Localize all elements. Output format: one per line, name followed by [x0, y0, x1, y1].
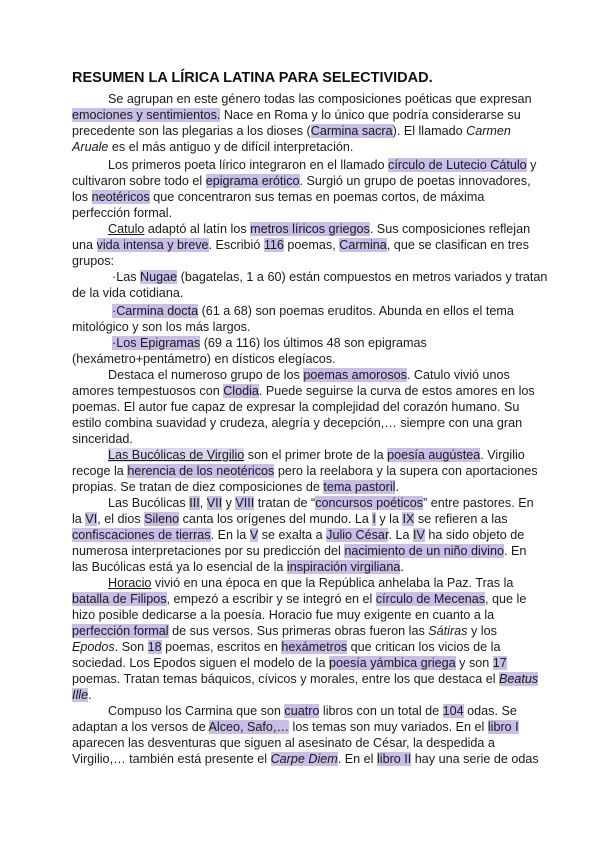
text-span: tratan de “: [254, 496, 316, 510]
text-line: [72, 527, 524, 543]
text-span: poemas, escritos en: [161, 640, 282, 654]
text-line: [108, 91, 532, 107]
text-span: . Catulo vivió unos: [406, 368, 510, 382]
text-span: Nace en Roma y lo único que podría considerarse su: [220, 108, 521, 122]
highlighted-text: concursos poéticos: [315, 496, 424, 510]
text-span: los: [72, 190, 92, 204]
text-line: [72, 399, 519, 415]
text-span: (61 a 68) son poemas eruditos. Abunda en ellos el tema: [198, 304, 514, 318]
text-span: poemas. El autor fue capaz de expresar la complejidad del corazón humano. Su: [72, 400, 520, 414]
text-line: [108, 367, 510, 383]
text-span: pero la reelabora y la supera con aportaciones: [274, 464, 538, 478]
highlighted-text: libro II: [376, 752, 412, 766]
text-span: ” entre pastores. En: [423, 496, 534, 510]
text-span: (69 a 116) los últimos 48 son epigramas: [200, 336, 427, 350]
text-span: son el primer brote de la: [244, 448, 388, 462]
highlighted-text: tema pastoril: [323, 480, 396, 494]
highlighted-text: I: [372, 512, 376, 526]
highlighted-text: Clodia: [223, 384, 259, 398]
highlighted-text: cuatro: [284, 704, 320, 718]
text-span: hizo posible dedicarse a la poesía. Horacio fue muy exigente en cuanto a la: [72, 608, 495, 622]
highlighted-text: V: [249, 528, 259, 542]
text-span: aparecen las desventuras que siguen al asesinato de César, la despedida a: [72, 736, 495, 750]
text-span: (bagatelas, 1 a 60) están compuestos en metros variados y tratan: [177, 270, 548, 284]
text-span: hay una serie de odas: [411, 752, 539, 766]
highlighted-text: 104: [442, 704, 464, 718]
highlighted-text: confiscaciones de tierras: [72, 528, 211, 542]
text-line: [72, 671, 538, 687]
highlighted-text: neotéricos: [91, 190, 150, 204]
text-span: libros con un total de: [319, 704, 443, 718]
text-line: [112, 269, 547, 285]
highlighted-text: libro I: [487, 720, 519, 734]
highlighted-text: VII: [206, 496, 223, 510]
text-line: [72, 189, 484, 205]
text-span: las Bucólicas está ya lo esencial de la: [72, 560, 287, 574]
text-line: [72, 319, 250, 335]
highlighted-text: IX: [402, 512, 415, 526]
text-span: la: [72, 512, 86, 526]
text-line: [72, 123, 511, 139]
text-line: [72, 253, 114, 269]
text-line: [72, 623, 497, 639]
text-span: vivió en una época en que la República anhelaba la Paz. Tras la: [151, 576, 514, 590]
text-line: [72, 591, 526, 607]
text-span: poemas,: [283, 238, 340, 252]
text-span: Aruale: [72, 140, 109, 154]
highlighted-text: perfección formal: [72, 624, 169, 638]
text-line: [72, 139, 353, 155]
text-line: [72, 237, 529, 253]
text-span: cultivaron sobre todo el: [72, 174, 206, 188]
highlighted-text: Carpe Diem: [270, 752, 338, 766]
text-line: [108, 703, 517, 719]
text-span: . En el: [337, 752, 377, 766]
text-line: [72, 719, 519, 735]
highlighted-text: 17: [492, 656, 507, 670]
text-span: . Surgió un grupo de poetas innovadores,: [299, 174, 531, 188]
text-line: [72, 479, 399, 495]
text-span: Los primeros poeta lírico integraron en el llamado: [108, 158, 389, 172]
text-line: [72, 205, 172, 221]
highlighted-text: Sileno: [144, 512, 180, 526]
text-span: mitológico y son los más largos.: [72, 320, 251, 334]
text-span: . La: [388, 528, 413, 542]
text-line: [72, 351, 336, 367]
text-span: sociedad. Los Epodos siguen el modelo de la: [72, 656, 329, 670]
text-line: [72, 431, 133, 447]
text-span: , empezó a escribir y se integró en el: [166, 592, 376, 606]
text-span: propias. Se tratan de diez composiciones de: [72, 480, 324, 494]
highlighted-text: ·Los Epigramas: [112, 336, 201, 350]
text-span: los temas son muy variados. En el: [289, 720, 488, 734]
highlighted-text: epigrama erótico: [205, 174, 300, 188]
text-span: odas. Se: [463, 704, 517, 718]
text-span: y: [222, 496, 236, 510]
text-line: [108, 157, 536, 173]
highlighted-text: herencia de los neotéricos: [127, 464, 275, 478]
text-span: . En la: [210, 528, 250, 542]
highlighted-text: 116: [263, 238, 284, 252]
text-span: ·Las: [112, 270, 140, 284]
text-span: (hexámetro+pentámetro) en dísticos elegíacos.: [72, 352, 336, 366]
highlighted-text: Alceo, Safo,…: [208, 720, 290, 734]
text-line: [72, 173, 531, 189]
text-line: [72, 639, 500, 655]
highlighted-text: metros líricos griegos: [250, 222, 370, 236]
text-line: [72, 511, 508, 527]
highlighted-text: Carmina: [339, 238, 387, 252]
highlighted-text: Carmina sacra: [310, 124, 393, 138]
text-span: grupos:: [72, 254, 115, 268]
text-line: [72, 607, 494, 623]
text-span: . Puede seguirse la curva de estos amores en los: [258, 384, 535, 398]
highlighted-text: VIII: [235, 496, 255, 510]
text-span: y: [526, 158, 537, 172]
underlined-text: Horacio: [108, 576, 152, 590]
text-span: sinceridad.: [72, 432, 133, 446]
text-span: de sus versos. Sus primeras obras fueron las: [168, 624, 429, 638]
text-line: [72, 383, 535, 399]
text-span: . Virgilio: [480, 448, 525, 462]
highlighted-text: Nugae: [140, 270, 178, 284]
highlighted-text: círculo de Lutecio Cátulo: [388, 158, 527, 172]
highlighted-text: batalla de Filipos: [72, 592, 167, 606]
text-span: .: [400, 560, 404, 574]
highlighted-text: nacimiento de un niño divino: [344, 544, 504, 558]
highlighted-text: vida intensa y breve: [96, 238, 209, 252]
text-span: , que se clasifican en tres: [386, 238, 529, 252]
text-span: Destaca el numeroso grupo de los: [108, 368, 304, 382]
underlined-text: Las Bucólicas de Virgilio: [108, 448, 245, 462]
text-line: [108, 575, 513, 591]
text-line: [72, 463, 538, 479]
text-line: [72, 107, 521, 123]
highlighted-text: poesía augústea: [387, 448, 481, 462]
highlighted-text: Ille: [72, 688, 89, 702]
highlighted-text: inspiración virgiliana: [286, 560, 401, 574]
highlighted-text: Julio César: [326, 528, 389, 542]
text-span: estilo combina suavidad y crudeza, alegría y decepción,… siempre con una gran: [72, 416, 523, 430]
text-line: [108, 221, 530, 237]
text-line: [72, 559, 404, 575]
text-span: ha sido objeto de: [424, 528, 525, 542]
highlighted-text: emociones y sentimientos.: [72, 108, 221, 122]
text-span: .: [88, 688, 92, 702]
text-span: Las Bucólicas: [108, 496, 190, 510]
text-span: perfección formal.: [72, 206, 173, 220]
text-span: Carmen: [466, 124, 511, 138]
text-line: [72, 543, 526, 559]
highlighted-text: VI: [85, 512, 98, 526]
text-span: . Son: [114, 640, 148, 654]
text-line: [72, 655, 507, 671]
underlined-text: Catulo: [108, 222, 145, 236]
text-line: [72, 285, 183, 301]
text-span: se refieren a las: [414, 512, 508, 526]
text-span: y son: [455, 656, 493, 670]
text-span: de la vida cotidiana.: [72, 286, 184, 300]
text-span: Epodos: [72, 640, 115, 654]
text-span: . En: [503, 544, 527, 558]
text-span: . Escribió: [208, 238, 264, 252]
text-span: , el dios: [97, 512, 145, 526]
text-span: adaptan a los versos de: [72, 720, 209, 734]
text-line: [112, 303, 514, 319]
text-span: Sátiras: [428, 624, 468, 638]
highlighted-text: hexámetros: [281, 640, 348, 654]
text-span: canta los orígenes del mundo. La: [179, 512, 373, 526]
highlighted-text: círculo de Mecenas: [375, 592, 486, 606]
text-span: numerosa interpretaciones por su predicción del: [72, 544, 345, 558]
text-line: [72, 751, 539, 767]
text-span: Virgilio,… también está presente el: [72, 752, 271, 766]
text-span: se exalta a: [258, 528, 327, 542]
highlighted-text: poesía yámbica griega: [328, 656, 456, 670]
text-span: es el más antiguo y de difícil interpretación.: [108, 140, 354, 154]
highlighted-text: ·Carmina docta: [112, 304, 199, 318]
text-span: . Sus composiciones reflejan: [369, 222, 531, 236]
text-line: [72, 735, 495, 751]
text-line: [108, 495, 534, 511]
highlighted-text: poemas amorosos: [303, 368, 407, 382]
text-line: [72, 415, 522, 431]
text-span: y los: [467, 624, 497, 638]
page-title: RESUMEN LA LÍRICA LATINA PARA SELECTIVIDAD.: [72, 70, 433, 86]
text-span: amores tempestuosos con: [72, 384, 224, 398]
text-span: una: [72, 238, 97, 252]
text-span: ,: [199, 496, 207, 510]
highlighted-text: IV: [412, 528, 425, 542]
text-span: Se agrupan en este género todas las composiciones poéticas que expresan: [108, 92, 532, 106]
text-span: que critican los vicios de la: [347, 640, 501, 654]
text-line: [108, 447, 525, 463]
highlighted-text: III: [189, 496, 200, 510]
text-span: adaptó al latín los: [144, 222, 251, 236]
text-span: .: [395, 480, 399, 494]
highlighted-text: 18: [147, 640, 162, 654]
text-line: [72, 687, 92, 703]
highlighted-text: Beatus: [499, 672, 539, 686]
text-span: ). El llamado: [392, 124, 467, 138]
text-span: , que le: [485, 592, 527, 606]
text-span: que concentraron sus temas en poemas cortos, de máxima: [149, 190, 485, 204]
text-span: Compuso los Carmina que son: [108, 704, 285, 718]
text-span: recoge la: [72, 464, 128, 478]
text-span: precedente son las plegarias a los dioses (: [72, 124, 311, 138]
text-line: [112, 335, 427, 351]
text-span: poemas. Tratan temas báquicos, cívicos y morales, entre los que destaca el: [72, 672, 500, 686]
text-span: y la: [375, 512, 403, 526]
